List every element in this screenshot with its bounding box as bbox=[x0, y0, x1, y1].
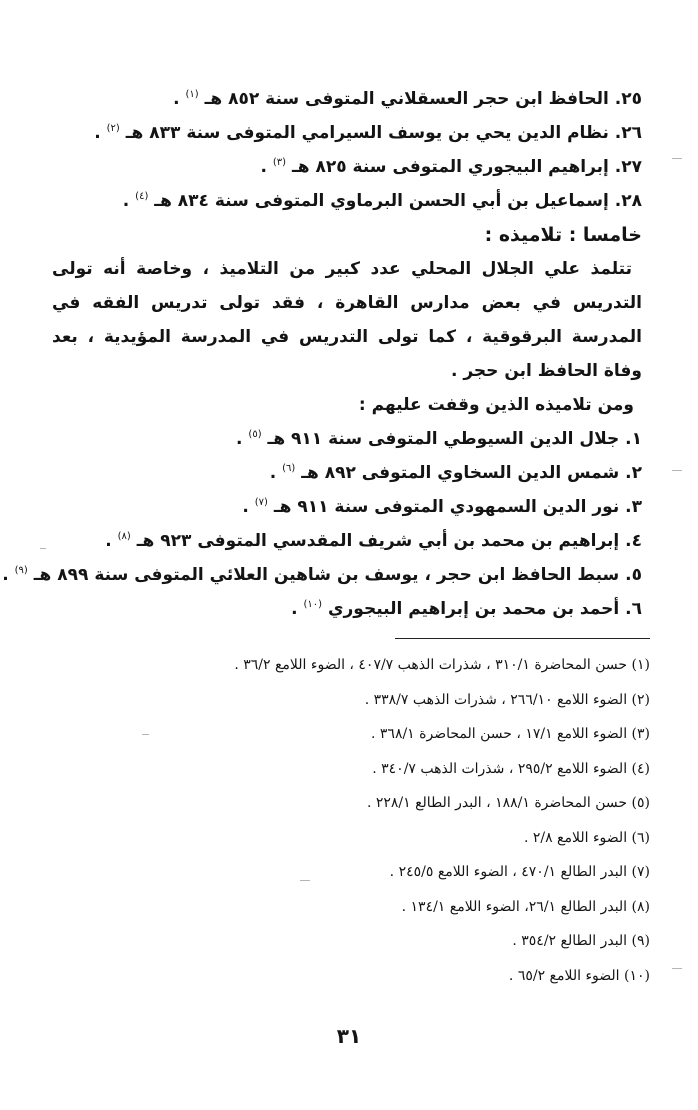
scan-mark bbox=[672, 158, 682, 159]
item-end: . bbox=[291, 599, 298, 619]
footnote-ref[interactable]: (٣) bbox=[272, 157, 287, 168]
footnote: (٩) البدر الطالع ٣٥٤/٢ . bbox=[512, 933, 650, 949]
item-end: . bbox=[105, 531, 112, 551]
footnote-separator bbox=[395, 638, 650, 639]
teacher-item-text: ٢٦. نظام الدين يحي بن يوسف السيرامي المتوفى سنة ٨٣٣ هـ bbox=[125, 123, 642, 143]
footnote-ref[interactable]: (١٠) bbox=[303, 599, 323, 610]
footnotes bbox=[40, 648, 650, 993]
student-item bbox=[52, 456, 642, 490]
student-item-text: ٤. إبراهيم بن محمد بن أبي شريف المقدسي المتوفى ٩٢٣ هـ bbox=[136, 531, 642, 551]
student-item-text: ٢. شمس الدين السخاوي المتوفى ٨٩٢ هـ bbox=[301, 463, 642, 483]
student-item bbox=[2, 558, 642, 592]
student-item-text: ٣. نور الدين السمهودي المتوفى سنة ٩١١ هـ bbox=[273, 497, 642, 517]
item-end: . bbox=[242, 497, 249, 517]
footnote: (٨) البدر الطالع ٢٦/١، الضوء اللامع ١٣٤/١ . bbox=[401, 898, 650, 915]
section-paragraph bbox=[52, 252, 642, 388]
footnote: (٣) الضوء اللامع ١٧/١ ، حسن المحاضرة ٣٦٨/١ . bbox=[371, 726, 650, 742]
footnote-ref[interactable]: (٢) bbox=[106, 123, 120, 134]
teacher-item-text: ٢٨. إسماعيل بن أبي الحسن البرماوي المتوفى سنة ٨٣٤ هـ bbox=[154, 191, 642, 211]
scan-mark bbox=[142, 734, 149, 735]
teacher-item bbox=[52, 150, 642, 184]
item-end: . bbox=[94, 123, 101, 143]
item-end: . bbox=[269, 463, 277, 483]
item-end: . bbox=[122, 191, 130, 211]
scan-mark bbox=[672, 968, 682, 969]
student-item bbox=[52, 490, 642, 524]
footnote-ref[interactable]: (٨) bbox=[117, 531, 131, 542]
footnote: (١) حسن المحاضرة ٣١٠/١ ، شذرات الذهب ٤٠٧/٧ ، الضوء اللامع ٣٦/٢ . bbox=[234, 657, 650, 673]
main-text bbox=[2, 82, 642, 626]
teacher-item-text: ٢٥. الحافظ ابن حجر العسقلاني المتوفى سنة ٨٥٢ هـ bbox=[204, 89, 642, 109]
student-item bbox=[52, 524, 642, 558]
scan-mark bbox=[40, 548, 46, 549]
footnote-ref[interactable]: (٧) bbox=[254, 497, 268, 508]
footnote: (١٠) الضوء اللامع ٦٥/٢ . bbox=[508, 967, 650, 984]
student-item-text: ٦. أحمد بن محمد بن إبراهيم البيجوري bbox=[327, 599, 642, 619]
student-item bbox=[52, 592, 642, 626]
item-end: . bbox=[260, 157, 267, 177]
section-heading: خامسا : تلاميذه : bbox=[484, 224, 642, 246]
page-number: ٣١ bbox=[336, 1024, 362, 1048]
item-end: . bbox=[236, 429, 243, 449]
footnote-ref[interactable]: (٥) bbox=[248, 429, 262, 440]
item-end: . bbox=[2, 565, 9, 585]
scan-mark bbox=[300, 880, 310, 881]
teacher-item bbox=[52, 116, 642, 150]
item-end: . bbox=[173, 89, 180, 109]
student-item bbox=[52, 422, 642, 456]
scan-mark bbox=[672, 470, 682, 471]
footnote: (٤) الضوء اللامع ٢٩٥/٢ ، شذرات الذهب ٣٤٠/٧ . bbox=[372, 760, 650, 777]
footnote-ref[interactable]: (٤) bbox=[135, 191, 149, 202]
footnote: (٧) البدر الطالع ٤٧٠/١ ، الضوء اللامع ٢٤٥/٥ . bbox=[389, 864, 650, 880]
student-item-text: ٥. سبط الحافظ ابن حجر ، يوسف بن شاهين العلائي المتوفى سنة ٨٩٩ هـ bbox=[33, 565, 642, 585]
teacher-item bbox=[52, 82, 642, 116]
footnote-ref[interactable]: (٩) bbox=[14, 565, 28, 576]
paragraph-line: بعض مدارس القاهرة ، فقد تولى تدريس الفقه في المدرسة البرقوقية ، كما تولى bbox=[52, 293, 642, 347]
students-intro: ومن تلاميذه الذين وقفت عليهم : bbox=[358, 395, 634, 415]
footnote-ref[interactable]: (١) bbox=[185, 89, 199, 100]
footnote-ref[interactable]: (٦) bbox=[282, 463, 296, 474]
student-item-text: ١. جلال الدين السيوطي المتوفى سنة ٩١١ هـ bbox=[267, 429, 642, 449]
footnote: (٢) الضوء اللامع ٢٦٦/١٠ ، شذرات الذهب ٣٣٨/٧ . bbox=[364, 691, 650, 708]
paragraph-line: تتلمذ علي الجلال المحلي عدد كبير من التلاميذ ، وخاصة أنه تولى التدريس في bbox=[52, 259, 642, 313]
footnote: (٥) حسن المحاضرة ١٨٨/١ ، البدر الطالع ٢٢٨/١ . bbox=[366, 795, 650, 811]
footnote: (٦) الضوء اللامع ٢/٨ . bbox=[523, 829, 650, 846]
teacher-item-text: ٢٧. إبراهيم البيجوري المتوفى سنة ٨٢٥ هـ bbox=[291, 157, 642, 177]
paragraph-line: التدريس في المدرسة المؤيدية ، بعد وفاة الحافظ ابن حجر . bbox=[52, 327, 642, 381]
teacher-item bbox=[52, 184, 642, 218]
